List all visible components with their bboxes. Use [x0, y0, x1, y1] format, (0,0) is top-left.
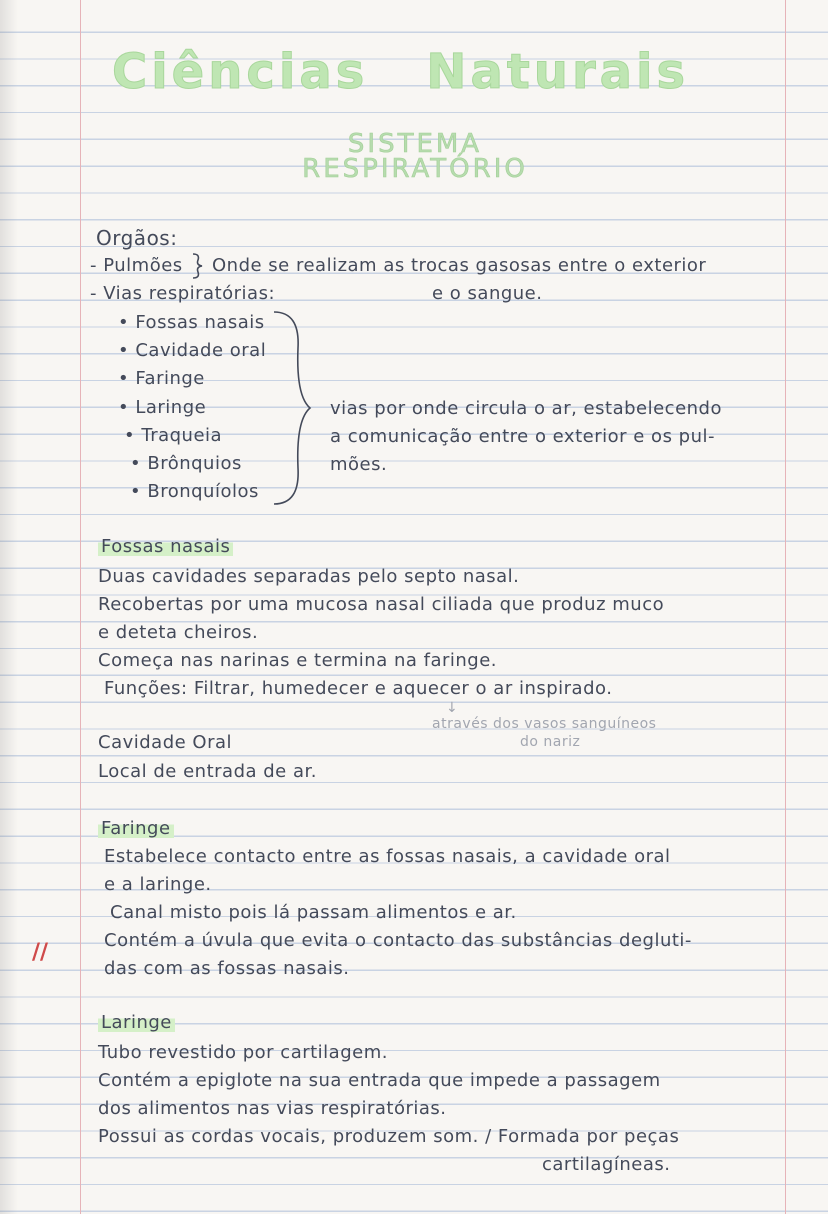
margin-line-right	[785, 0, 786, 1214]
faringe-heading	[98, 818, 174, 839]
page-shadow	[0, 0, 18, 1214]
fossas-note-arrow: ↓	[446, 700, 459, 716]
orgaos-pulmoes: - Pulmões	[90, 255, 183, 276]
faringe-line-3: Canal misto pois lá passam alimentos e ar.	[110, 902, 517, 923]
fossas-line-5: Funções: Filtrar, humedecer e aquecer o ar inspirado.	[104, 678, 613, 699]
subtitle-line-2: RESPIRATÓRIO	[302, 154, 528, 184]
subtitle-line-1: SISTEMA	[347, 129, 483, 159]
pulmoes-desc-2: e o sangue.	[432, 283, 543, 304]
vias-desc-3: mões.	[330, 454, 388, 475]
via-item-faringe: • Faringe	[118, 368, 205, 389]
faringe-line-5: das com as fossas nasais.	[104, 958, 350, 979]
faringe-heading-text: Faringe	[98, 818, 174, 839]
fossas-line-4: Começa nas narinas e termina na faringe.	[98, 650, 498, 671]
page-subtitle	[290, 129, 540, 184]
laringe-line-3: dos alimentos nas vias respiratórias.	[98, 1098, 447, 1119]
fossas-line-2: Recobertas por uma mucosa nasal ciliada que produz muco	[98, 594, 665, 615]
title-word-2: Naturais	[426, 44, 690, 100]
pulmoes-brace	[190, 252, 206, 280]
faringe-line-2: e a laringe.	[104, 874, 212, 895]
laringe-line-4: Possui as cordas vocais, produzem som. / Formada por peças	[98, 1126, 680, 1147]
fossas-note-2: do nariz	[520, 734, 581, 750]
faringe-line-1: Estabelece contacto entre as fossas nasais, a cavidade oral	[104, 846, 671, 867]
via-item-traqueia: • Traqueia	[124, 425, 223, 446]
fossas-line-1: Duas cavidades separadas pelo septo nasal.	[98, 566, 520, 587]
orgaos-heading: Orgãos:	[96, 226, 178, 250]
via-item-bronquios: • Brônquios	[130, 453, 242, 474]
cavidade-heading: Cavidade Oral	[98, 732, 233, 753]
margin-mark: //	[32, 940, 49, 965]
laringe-heading	[98, 1012, 175, 1033]
orgaos-vias: - Vias respiratórias:	[90, 283, 276, 304]
laringe-heading-text: Laringe	[98, 1012, 175, 1033]
title-word-1: Ciências	[112, 44, 369, 100]
pulmoes-desc-1: Onde se realizam as trocas gasosas entre o exterior	[212, 255, 707, 276]
via-item-laringe: • Laringe	[118, 397, 207, 418]
page-title	[112, 44, 689, 100]
laringe-line-2: Contém a epiglote na sua entrada que impede a passagem	[98, 1070, 661, 1091]
margin-line-left	[80, 0, 81, 1214]
laringe-line-1: Tubo revestido por cartilagem.	[98, 1042, 388, 1063]
faringe-line-4: Contém a úvula que evita o contacto das substâncias degluti-	[104, 930, 692, 951]
vias-brace	[270, 308, 320, 508]
laringe-line-5: cartilagíneas.	[542, 1154, 671, 1175]
via-item-bronquiolos: • Bronquíolos	[130, 481, 259, 502]
via-item-cavidade: • Cavidade oral	[118, 340, 267, 361]
via-item-fossas: • Fossas nasais	[118, 312, 265, 333]
vias-desc-1: vias por onde circula o ar, estabelecendo	[330, 398, 722, 419]
fossas-heading-text: Fossas nasais	[98, 536, 233, 557]
fossas-line-3: e deteta cheiros.	[98, 622, 259, 643]
cavidade-line-1: Local de entrada de ar.	[98, 761, 317, 782]
fossas-heading	[98, 536, 233, 557]
vias-desc-2: a comunicação entre o exterior e os pul-	[330, 426, 715, 447]
fossas-note-1: através dos vasos sanguíneos	[432, 716, 657, 732]
